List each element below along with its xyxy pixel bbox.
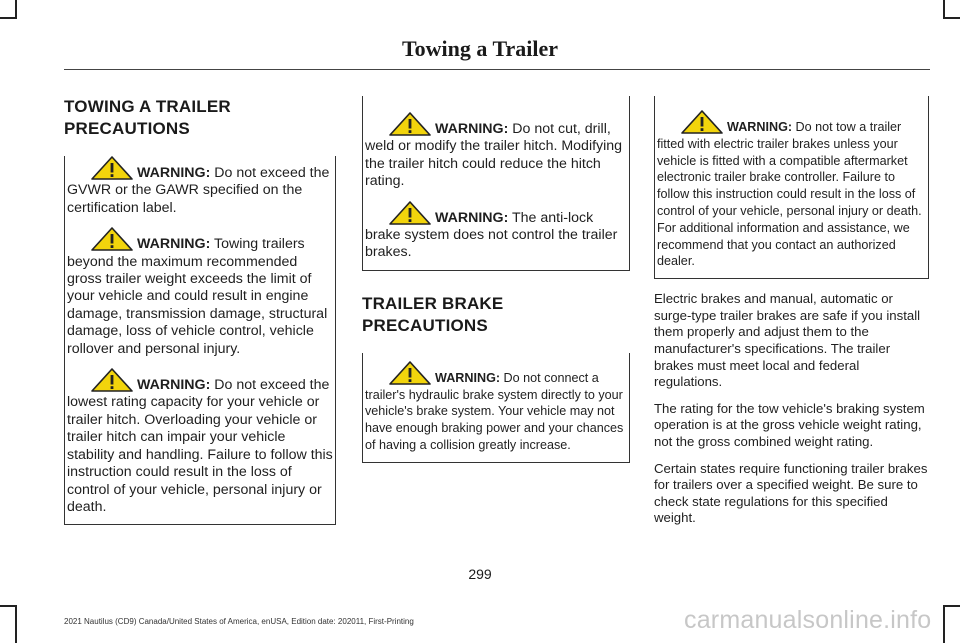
crop-mark <box>943 17 960 19</box>
header-rule <box>64 69 930 70</box>
warning-text: Towing trailers beyond the maximum recommended gross trailer weight exceeds the limit of your vehicle and could result in engine damage, transmission damage, structural damage, loss of vehicle control, vehicle rollover and personal injury. <box>67 236 328 357</box>
warning-item <box>67 368 333 516</box>
body-paragraph: Electric brakes and manual, automatic or surge-type trailer brakes are safe if you install them properly and adjust them to the manufacturer's specifications. The trailer brakes must meet local and federal regulations. <box>654 291 921 390</box>
warning-label: WARNING: <box>435 370 501 385</box>
warning-item <box>365 361 627 454</box>
warning-text: Do not tow a trailer fitted with electric trailer brakes unless your vehicle is fitted with a compatible aftermarket electronic trailer brake controller. Failure to follow this instruction could result in the loss of control of your vehicle, personal injury or death. For additional information and assistance, we recommend that you contact an authorized dealer. <box>657 120 922 269</box>
watermark: carmanualsonline.info <box>684 606 932 634</box>
warning-label: WARNING: <box>137 236 211 253</box>
crop-mark <box>943 605 945 643</box>
warning-item <box>657 110 926 270</box>
section-title-towing-precautions: TOWING A TRAILER PRECAUTIONS <box>64 97 231 138</box>
warning-triangle-icon <box>91 227 133 251</box>
warning-box <box>362 353 630 463</box>
warning-label: WARNING: <box>435 121 509 137</box>
warning-triangle-icon <box>91 156 133 180</box>
warning-text: Do not exceed the lowest rating capacity for your vehicle or trailer hitch. Overloading your vehicle or trailer hitch can impair your vehicle stability and handling. Failure to follow this instruction could result in the loss of control of your vehicle, personal injury or death. <box>67 377 333 515</box>
crop-mark <box>15 605 17 643</box>
warning-triangle-icon <box>389 361 431 385</box>
crop-mark <box>943 605 960 607</box>
warning-box <box>362 96 630 271</box>
warning-label: WARNING: <box>137 165 211 181</box>
page-header-title: Towing a Trailer <box>401 36 559 61</box>
edition-footer: 2021 Nautilus (CD9) Canada/United States of America, enUSA, Edition date: 202011, First-Printing <box>64 617 414 626</box>
warning-text: The anti-lock brake system does not control the trailer brakes. <box>365 209 618 261</box>
page-number: 299 <box>468 566 492 582</box>
warning-box <box>654 96 929 279</box>
warning-item <box>365 112 627 191</box>
warning-text: Do not connect a trailer's hydraulic brake system directly to your vehicle's brake system. Your vehicle may not have enough braking power and your chances of having a collision greatly increase. <box>365 370 624 453</box>
warning-item <box>67 156 333 217</box>
body-paragraph: Certain states require functioning trailer brakes for trailers over a specified weight. Be sure to check state regulations for this specified weight. <box>654 460 928 526</box>
column-3 <box>654 96 929 537</box>
crop-mark <box>943 0 945 18</box>
column-1 <box>64 96 336 525</box>
warning-triangle-icon <box>389 112 431 136</box>
warning-box <box>64 156 336 525</box>
section-title-trailer-brake-precautions: TRAILER BRAKE PRECAUTIONS <box>362 293 504 335</box>
warning-triangle-icon <box>91 368 133 392</box>
warning-text: Do not cut, drill, weld or modify the trailer hitch. Modifying the trailer hitch could reduce the hitch rating. <box>365 121 623 190</box>
column-2 <box>362 96 630 463</box>
warning-label: WARNING: <box>435 209 509 226</box>
warning-item <box>365 201 627 262</box>
crop-mark <box>0 605 17 607</box>
warning-triangle-icon <box>389 201 431 225</box>
warning-triangle-icon <box>681 110 723 134</box>
warning-item <box>67 227 333 358</box>
warning-label: WARNING: <box>137 377 211 394</box>
crop-mark <box>0 17 17 19</box>
warning-label: WARNING: <box>727 120 793 134</box>
body-paragraph: The rating for the tow vehicle's braking system operation is at the gross vehicle weight rating, not the gross combined weight rating. <box>654 400 925 449</box>
crop-mark <box>15 0 17 18</box>
warning-text: Do not exceed the GVWR or the GAWR specified on the certification label. <box>67 165 330 216</box>
